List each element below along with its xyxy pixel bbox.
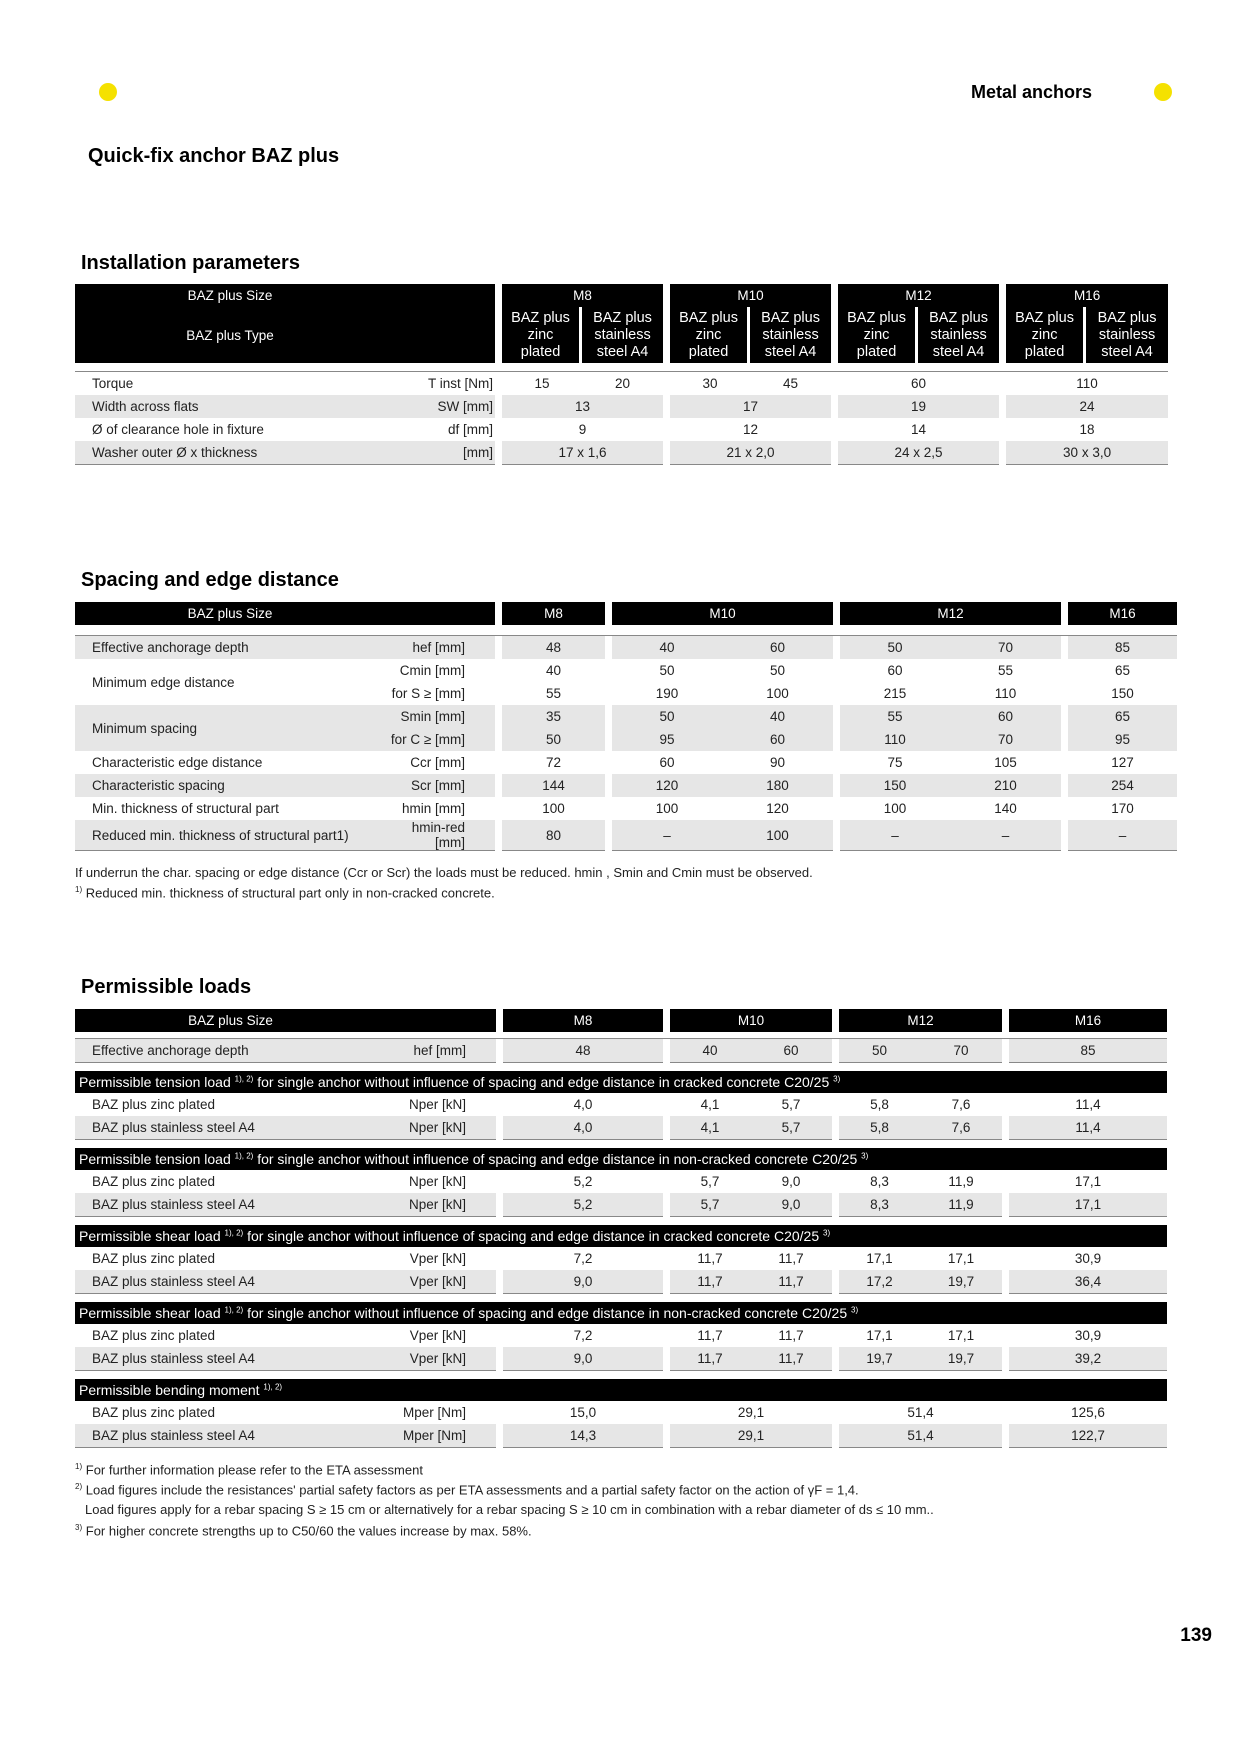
cell: 17,1 xyxy=(1009,1193,1167,1217)
cell: 55 xyxy=(546,686,562,701)
cell: 24 xyxy=(1006,395,1168,418)
table-row xyxy=(75,1270,1167,1294)
table-row xyxy=(75,372,1168,395)
table-row xyxy=(75,1424,1167,1448)
row-label: Characteristic edge distance xyxy=(92,755,263,770)
cell: 11,7 xyxy=(750,1270,832,1294)
cell: 65 xyxy=(1115,663,1131,678)
cell: 9,0 xyxy=(750,1193,832,1217)
size-m8: M8 xyxy=(502,602,605,625)
cell: 85 xyxy=(1009,1039,1167,1063)
cell: 40 xyxy=(612,636,722,659)
row-label: BAZ plus stainless steel A4 xyxy=(75,1347,385,1371)
type-zinc: BAZ plus zinc plated xyxy=(1006,307,1086,363)
size-m12: M12 xyxy=(838,284,999,307)
cell: 70 xyxy=(950,636,1061,659)
cell: 11,7 xyxy=(697,1328,723,1343)
cell: 254 xyxy=(1068,774,1177,797)
cell: 60 xyxy=(950,705,1061,728)
size-m16: M16 xyxy=(1068,602,1177,625)
cell: 30,9 xyxy=(1074,1328,1102,1343)
cell: 40 xyxy=(670,1039,750,1063)
cell: 9,0 xyxy=(503,1347,663,1371)
cell: 11,7 xyxy=(778,1328,804,1343)
row-label: BAZ plus stainless steel A4 xyxy=(75,1116,385,1140)
type-steel: BAZ plus stainless steel A4 xyxy=(750,307,831,363)
row-unit: Vper [kN] xyxy=(409,1328,467,1343)
table-row xyxy=(75,395,1168,418)
cell: 15 xyxy=(534,376,550,391)
type-zinc: BAZ plus zinc plated xyxy=(502,307,582,363)
cell: 39,2 xyxy=(1009,1347,1167,1371)
cell: 70 xyxy=(950,728,1061,751)
yellow-dot-right-icon xyxy=(1154,83,1172,101)
cell: – xyxy=(1068,820,1177,851)
type-steel: BAZ plus stainless steel A4 xyxy=(1086,307,1168,363)
cell: 5,8 xyxy=(870,1097,889,1112)
row-unit: hmin-red [mm] xyxy=(385,820,495,851)
table-row xyxy=(75,659,1177,682)
footnote-text: Load figures include the resistances' partial safety factors as per ETA assessments and a partial safety factor on the action of γF = 1,4. xyxy=(85,1482,859,1498)
cell: 30 xyxy=(702,376,718,391)
row-unit: [mm] xyxy=(415,441,495,465)
table-row xyxy=(75,1247,1167,1270)
band-header xyxy=(75,1302,1167,1324)
cell: 4,0 xyxy=(573,1097,593,1112)
cell: 122,7 xyxy=(1009,1424,1167,1448)
cell: 5,2 xyxy=(573,1174,593,1189)
cell: 72 xyxy=(546,755,562,770)
loads-footnote-3: $^{3)}$ For higher concrete strengths up to C50/60 the values increase by max. 58%. xyxy=(75,1523,532,1539)
cell: 48 xyxy=(503,1039,663,1063)
cell: 7,6 xyxy=(920,1116,1002,1140)
type-zinc: BAZ plus zinc plated xyxy=(670,307,750,363)
cell: 8,3 xyxy=(839,1193,920,1217)
cell: 100 xyxy=(883,801,907,816)
row-label: BAZ plus stainless steel A4 xyxy=(75,1193,385,1217)
cell: 7,2 xyxy=(573,1251,593,1266)
row-label: Min. thickness of structural part xyxy=(92,801,279,816)
cell: 4,1 xyxy=(670,1116,750,1140)
loads-footnote-2b: Load figures apply for a rebar spacing S ≥ 15 cm or alternatively for a rebar spacing S ≥ 10 cm in combination with a rebar diameter of ds ≤ 10 mm.. xyxy=(85,1502,934,1517)
cell: – xyxy=(612,820,722,851)
cell: 45 xyxy=(783,376,799,391)
loads-footnote-1: $^{1)}$ For further information please refer to the ETA assessment xyxy=(75,1462,423,1478)
row-unit: Mper [Nm] xyxy=(385,1424,496,1448)
band-title: Permissible tension load xyxy=(79,1151,231,1167)
cell: 120 xyxy=(612,774,722,797)
size-m12: M12 xyxy=(839,1009,1002,1032)
cell: 7,2 xyxy=(573,1328,593,1343)
cell: 19,7 xyxy=(920,1270,1002,1294)
band-sup: 1), 2) xyxy=(224,1305,244,1315)
band-title: Permissible shear load xyxy=(79,1228,221,1244)
row-label: Ø of clearance hole in fixture xyxy=(92,422,264,437)
band-header xyxy=(75,1148,1167,1170)
page-number: 139 xyxy=(1180,1625,1212,1646)
cell: 7,6 xyxy=(951,1097,971,1112)
table-row xyxy=(75,636,1177,659)
band-text: for single anchor without influence of spacing and edge distance in non-cracked concrete C20/25 xyxy=(257,1151,858,1167)
cell: 95 xyxy=(612,728,722,751)
cell: 170 xyxy=(1111,801,1134,816)
yellow-dot-left-icon xyxy=(99,83,117,101)
cell: 9 xyxy=(578,422,587,437)
cell: 55 xyxy=(998,663,1014,678)
row-unit: Nper [kN] xyxy=(385,1116,496,1140)
row-label: BAZ plus zinc plated xyxy=(92,1405,216,1420)
band-header xyxy=(75,1379,1167,1401)
band-header xyxy=(75,1071,1167,1093)
cell: 19,7 xyxy=(839,1347,920,1371)
cell: 40 xyxy=(722,705,833,728)
cell: 11,7 xyxy=(778,1251,804,1266)
size-m8: M8 xyxy=(503,1009,663,1032)
type-steel: BAZ plus stainless steel A4 xyxy=(918,307,999,363)
cell: 50 xyxy=(659,663,675,678)
band-sup: 1), 2) xyxy=(234,1151,254,1161)
table-row xyxy=(75,418,1168,441)
row-unit: hef [mm] xyxy=(385,1039,496,1063)
footnote-text: For higher concrete strengths up to C50/60 the values increase by max. 58%. xyxy=(85,1523,532,1539)
cell: 30 x 3,0 xyxy=(1006,441,1168,465)
band-sup: 3) xyxy=(833,1074,841,1084)
type-label: BAZ plus Type xyxy=(75,307,495,363)
size-m10: M10 xyxy=(612,602,833,625)
cell: 105 xyxy=(994,755,1017,770)
cell: 24 x 2,5 xyxy=(838,441,999,465)
table-row xyxy=(75,1347,1167,1371)
cell: 60 xyxy=(659,755,675,770)
table-row xyxy=(75,797,1177,820)
footnote-text: For further information please refer to the ETA assessment xyxy=(85,1462,423,1478)
cell: 50 xyxy=(502,728,605,751)
cell: 55 xyxy=(840,705,950,728)
cell: 48 xyxy=(502,636,605,659)
cell: 95 xyxy=(1068,728,1177,751)
table-row xyxy=(75,1193,1167,1217)
row-unit: Cmin [mm] xyxy=(399,663,466,678)
cell: 19 xyxy=(838,395,999,418)
table-row xyxy=(75,1401,1167,1424)
cell: 50 xyxy=(770,663,786,678)
cell: 150 xyxy=(1111,686,1134,701)
loads-heading: Permissible loads xyxy=(81,976,252,998)
band-sup: 3) xyxy=(823,1228,831,1238)
row-label: BAZ plus stainless steel A4 xyxy=(75,1270,385,1294)
band-text: for single anchor without influence of spacing and edge distance in cracked concrete C20/25 xyxy=(247,1228,820,1244)
row-label: Washer outer Ø x thickness xyxy=(75,441,415,465)
cell: – xyxy=(950,820,1061,851)
cell: 215 xyxy=(883,686,907,701)
cell: 65 xyxy=(1068,705,1177,728)
document-title: Quick-fix anchor BAZ plus xyxy=(88,145,340,167)
loads-footnote-2: $^{2)}$ Load figures include the resistances' partial safety factors as per ETA assessments and a partial safety factor on the action of γF = 1,4. xyxy=(75,1482,859,1498)
cell: 120 xyxy=(766,801,789,816)
cell: 60 xyxy=(911,376,927,391)
cell: 51,4 xyxy=(907,1405,934,1420)
cell: 17,1 xyxy=(947,1251,975,1266)
cell: 60 xyxy=(722,728,833,751)
row-unit: Ccr [mm] xyxy=(410,755,466,770)
row-label: BAZ plus stainless steel A4 xyxy=(75,1424,385,1448)
cell: 140 xyxy=(994,801,1017,816)
row-label: BAZ plus zinc plated xyxy=(92,1097,216,1112)
size-m8: M8 xyxy=(502,284,663,307)
band-sup: 1), 2) xyxy=(234,1074,254,1084)
cell: 30,9 xyxy=(1074,1251,1102,1266)
cell: 100 xyxy=(766,686,789,701)
size-m16: M16 xyxy=(1006,284,1168,307)
row-unit: Smin [mm] xyxy=(385,705,495,728)
cell: 11,7 xyxy=(750,1347,832,1371)
row-label: BAZ plus zinc plated xyxy=(92,1328,216,1343)
row-label: Width across flats xyxy=(75,395,415,418)
table-row xyxy=(75,1116,1167,1140)
cell: 14,3 xyxy=(503,1424,663,1448)
footnote-text: Reduced min. thickness of structural part only in non-cracked concrete. xyxy=(85,885,495,901)
spacing-footnote: $^{1)}$ Reduced min. thickness of structural part only in non-cracked concrete. xyxy=(75,885,495,901)
cell: 5,2 xyxy=(503,1193,663,1217)
cell: 17,2 xyxy=(839,1270,920,1294)
spacing-note: If underrun the char. spacing or edge distance (Ccr or Scr) the loads must be reduced. hmin , Smin and Cmin must be observed. xyxy=(75,865,813,880)
cell: 29,1 xyxy=(737,1405,765,1420)
row-unit: Nper [kN] xyxy=(409,1097,467,1112)
row-unit: SW [mm] xyxy=(415,395,495,418)
cell: 5,7 xyxy=(700,1174,720,1189)
cell: 5,8 xyxy=(839,1116,920,1140)
cell: 127 xyxy=(1111,755,1134,770)
row-label: BAZ plus zinc plated xyxy=(92,1251,216,1266)
row-label: Characteristic spacing xyxy=(75,774,385,797)
cell: 144 xyxy=(502,774,605,797)
row-unit: Vper [kN] xyxy=(385,1347,496,1371)
cell: 13 xyxy=(502,395,663,418)
cell: 15,0 xyxy=(569,1405,597,1420)
row-unit: Mper [Nm] xyxy=(403,1405,467,1420)
cell: 36,4 xyxy=(1009,1270,1167,1294)
cell: 11,4 xyxy=(1075,1097,1101,1112)
row-unit: for C ≥ [mm] xyxy=(385,728,495,751)
cell: 11,9 xyxy=(920,1193,1002,1217)
cell: 17,1 xyxy=(1074,1174,1102,1189)
row-unit: df [mm] xyxy=(448,422,494,437)
cell: 21 x 2,0 xyxy=(670,441,831,465)
cell: 190 xyxy=(655,686,679,701)
cell: 17 xyxy=(670,395,831,418)
cell: 51,4 xyxy=(839,1424,1002,1448)
table-row xyxy=(75,1170,1167,1193)
cell: 50 xyxy=(840,636,950,659)
cell: 9,0 xyxy=(503,1270,663,1294)
row-label: BAZ plus zinc plated xyxy=(92,1174,216,1189)
cell: 60 xyxy=(722,636,833,659)
cell: 11,7 xyxy=(697,1251,723,1266)
size-m10: M10 xyxy=(670,1009,832,1032)
cell: 9,0 xyxy=(781,1174,801,1189)
cell: 5,7 xyxy=(750,1116,832,1140)
table-row xyxy=(75,820,1177,851)
cell: 85 xyxy=(1068,636,1177,659)
type-steel: BAZ plus stainless steel A4 xyxy=(582,307,663,363)
spacing-table xyxy=(75,602,1177,851)
cell: 12 xyxy=(743,422,759,437)
table-row xyxy=(75,1324,1167,1347)
installation-heading: Installation parameters xyxy=(81,252,300,274)
loads-table xyxy=(75,1009,1167,1448)
row-label: Torque xyxy=(92,376,134,391)
row-unit: T inst [Nm] xyxy=(428,376,494,391)
cell: 90 xyxy=(770,755,786,770)
band-header xyxy=(75,1225,1167,1247)
cell: – xyxy=(840,820,950,851)
installation-table xyxy=(75,284,1168,465)
cell: 70 xyxy=(920,1039,1002,1063)
cell: 20 xyxy=(615,376,631,391)
row-label: Minimum spacing xyxy=(75,705,385,751)
cell: 150 xyxy=(840,774,950,797)
cell: 80 xyxy=(502,820,605,851)
cell: 40 xyxy=(546,663,562,678)
table-row xyxy=(75,705,1177,728)
cell: 100 xyxy=(655,801,679,816)
row-unit: hmin [mm] xyxy=(402,801,466,816)
cell: 100 xyxy=(722,820,833,851)
cell: 17,1 xyxy=(947,1328,975,1343)
row-unit: for S ≥ [mm] xyxy=(391,686,466,701)
band-title: Permissible bending moment xyxy=(79,1382,260,1398)
cell: 14 xyxy=(911,422,927,437)
cell: 4,0 xyxy=(503,1116,663,1140)
cell: 50 xyxy=(839,1039,920,1063)
size-label: BAZ plus Size xyxy=(75,602,495,625)
band-sup: 1), 2) xyxy=(263,1382,283,1392)
table-row xyxy=(75,441,1168,465)
size-m10: M10 xyxy=(670,284,831,307)
cell: 5,7 xyxy=(781,1097,801,1112)
row-unit: Vper [kN] xyxy=(409,1251,467,1266)
row-label: Effective anchorage depth xyxy=(75,636,385,659)
cell: 35 xyxy=(502,705,605,728)
band-title: Permissible shear load xyxy=(79,1305,221,1321)
spacing-heading: Spacing and edge distance xyxy=(81,569,339,591)
cell: 60 xyxy=(750,1039,832,1063)
row-unit: hef [mm] xyxy=(385,636,495,659)
row-label: Effective anchorage depth xyxy=(75,1039,385,1063)
cell: 18 xyxy=(1079,422,1095,437)
row-label: Reduced min. thickness of structural part1) xyxy=(75,820,385,851)
cell: 11,7 xyxy=(670,1270,750,1294)
size-m16: M16 xyxy=(1009,1009,1167,1032)
size-label: BAZ plus Size xyxy=(75,1009,496,1032)
cell: 110 xyxy=(1076,376,1098,391)
cell: 210 xyxy=(950,774,1061,797)
cell: 11,7 xyxy=(670,1347,750,1371)
cell: 180 xyxy=(722,774,833,797)
band-sup: 1), 2) xyxy=(224,1228,244,1238)
row-label: Minimum edge distance xyxy=(92,674,235,690)
cell: 110 xyxy=(994,686,1017,701)
cell: 50 xyxy=(612,705,722,728)
row-unit: Nper [kN] xyxy=(409,1174,467,1189)
band-sup: 3) xyxy=(851,1305,859,1315)
band-text: for single anchor without influence of spacing and edge distance in cracked concrete C20/25 xyxy=(257,1074,830,1090)
cell: 60 xyxy=(887,663,903,678)
cell: 4,1 xyxy=(700,1097,720,1112)
cell: 8,3 xyxy=(870,1174,889,1189)
cell: 5,7 xyxy=(670,1193,750,1217)
table-row xyxy=(75,1039,1167,1063)
cell: 75 xyxy=(887,755,903,770)
cell: 11,4 xyxy=(1009,1116,1167,1140)
type-zinc: BAZ plus zinc plated xyxy=(838,307,918,363)
cell: 17 x 1,6 xyxy=(502,441,663,465)
table-row xyxy=(75,774,1177,797)
cell: 125,6 xyxy=(1071,1405,1105,1420)
cell: 17,1 xyxy=(866,1328,893,1343)
band-text: for single anchor without influence of spacing and edge distance in non-cracked concrete C20/25 xyxy=(247,1305,848,1321)
cell: 17,1 xyxy=(866,1251,893,1266)
cell: 19,7 xyxy=(920,1347,1002,1371)
table-row xyxy=(75,751,1177,774)
cell: 110 xyxy=(840,728,950,751)
row-unit: Vper [kN] xyxy=(385,1270,496,1294)
band-title: Permissible tension load xyxy=(79,1074,231,1090)
row-unit: Scr [mm] xyxy=(385,774,495,797)
size-m12: M12 xyxy=(840,602,1061,625)
size-label: BAZ plus Size xyxy=(75,284,495,307)
section-label: Metal anchors xyxy=(970,82,1092,102)
table-row xyxy=(75,1093,1167,1116)
row-unit: Nper [kN] xyxy=(385,1193,496,1217)
band-sup: 3) xyxy=(861,1151,869,1161)
cell: 11,9 xyxy=(948,1174,974,1189)
cell: 100 xyxy=(542,801,565,816)
cell: 29,1 xyxy=(670,1424,832,1448)
